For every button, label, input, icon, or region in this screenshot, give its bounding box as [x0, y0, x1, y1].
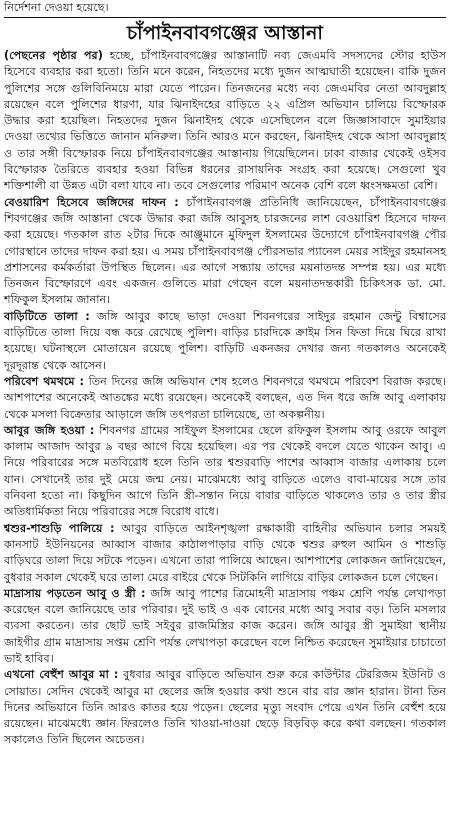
paragraph-body: তিন দিনের জঙ্গি অভিযান শেষ হলেও শিবনগরে থমথমে পরিবেশ বিরাজ করছে। আশপাশের অনেকেই আতঙ্কের মধ্যে রয়েছেন। অনেকেই বলছেন, এত দিন ধরে জঙ্গি আবু এলাকায় থেকে মসলা বিক্রেতার আড়ালে জঙ্গি তৎপরতা চালিয়েছে, তা অকল্পনীয়।: [4, 374, 447, 421]
article-headline: চাঁপাইনবাবগঞ্জের আস্তানা: [126, 22, 324, 44]
subhead-inlaws: শ্বশুর-শাশুড়ি পালিয়ে :: [4, 521, 115, 535]
subhead-madrasa: মাদ্রাসায় পড়তেন আবু ও স্ত্রী :: [4, 586, 146, 600]
paragraph-body: চাঁপাইনবাবগঞ্জ প্রতিনিধি জানিয়েছেন, চাঁপাইনবাবগঞ্জের শিবগঞ্জের জঙ্গি আস্তানা থেকে উদ্ধার করা জঙ্গি আবুসহ চারজনের লাশ বেওয়ারিশ হিসেবে দাফন করা হয়েছে। গতকাল রাত ২টার দিকে আঞ্জুমানে মুফিদুল ইসলামের উদ্যোগে চাঁপাইনবাবগঞ্জ পৌর গোরস্থানে তাদের দাফন করা হয়। এ সময় চাঁপাইনবাবগঞ্জ পৌরসভার প্যানেল মেয়র সাইদুর রহমানসহ প্রশাসনের কর্মকর্তারা উপস্থিত ছিলেন। এর আগে সন্ধ্যায় তাদের ময়নাতদন্ত সম্পন্ন হয়। এর মধ্যে তিনজন বিস্ফোরণে এবং একজন গুলিতে মারা গেছেন বলে ময়নাতদন্তকারী চিকিৎসক ডা. মো. শফিকুল ইসলাম জানান।: [4, 195, 446, 307]
subhead-locked: বাড়িটিতে তালা :: [4, 309, 90, 323]
paragraph-burial: [4, 195, 446, 309]
paragraph-madrasa: [4, 586, 446, 667]
paragraph-calm: [4, 374, 446, 423]
paragraph-body: জঙ্গি আবু পাশের ত্রিমোহনী মাদ্রাসায় পঞ্চম শ্রেণি পর্যন্ত লেখাপড়া করেছেন বলে জানিয়েছে তার পরিবার। দুই ভাই ও এক বোনের মধ্যে আবু সবার বড়। তিনি মসলার ব্যবসা করতেন। তার ছোট ভাই সইবুর রাজমিস্ত্রির কাজ করেন। জঙ্গি আবুর স্ত্রী সুমাইয়া স্থানীয় জাইগীর গ্রাম মাদ্রাসায় সপ্তম শ্রেণি পর্যন্ত লেখাপড়া করেছেন বলে নিশ্চিত করেছেন সুমাইয়ার চাচাতো ভাই হাবিব।: [4, 586, 446, 665]
paragraph-body: বুধবার আবুর বাড়িতে অভিযান শুরু করে কাউন্টার টেররিজম ইউনিট ও সোয়াত। সেদিন থেকেই আবুর মা ছেলের জঙ্গি হওয়ার কথা শুনে বার বার জ্ঞান হারান। টানা তিন দিনের অভিযানে তিনি আরও কাতর হয়ে পড়েন। ছেলের মৃত্যু সংবাদ পেয়ে এখন তিনি বেহুঁশ হয়ে রয়েছেন। মাঝেমধ্যে জ্ঞান ফিরলেও তিনি খাওয়া-দাওয়া ছেড়ে বিড়বিড় করে কথা বলছেন। গতকাল সকালেও তিনি ছিলেন অচেতন।: [4, 668, 446, 747]
paragraph-mother: [4, 667, 446, 748]
subhead-mother: এখনো বেহুঁশ আবুর মা :: [4, 668, 119, 682]
paragraph-body: শিবনগর গ্রামের সাইফুল ইসলামের ছেলে রফিকুল ইসলাম আবু ওরফে আবুল কালাম আজাদ আবুর ৯ বছর আগে বিয়ে হয়েছিল। এর পর থেকেই বদলে যেতে থাকেন আবু। এ নিয়ে পরিবারের সঙ্গে মতবিরোধ হলে তিনি তার শ্বশুরবাড়ি পাশের আব্বাস বাজার এলাকায় চলে যান। সেখানেই তার দুই মেয়ে জন্ম নেয়। মাঝেমধ্যে আবু বাড়িতে এলেও বাবা-মায়ের সঙ্গে তার বনিবনা হতো না। কিছুদিন আগে তিনি স্ত্রী-সন্তান নিয়ে বাবার বাড়িতে থাকলেও তার ও তার স্ত্রীর অতিধার্মিকতা নিয়ে পরিবারের সঙ্গে বিরোধ বাধে।: [4, 423, 446, 519]
section-divider: [4, 17, 446, 18]
paragraph-body: জঙ্গি আবুর কাছে ভাড়া দেওয়া শিবনগরের সাইদুর রহমান জেন্টু বিশ্বাসের বাড়িটিতে তালা দিয়ে বন্ধ করে রেখেছে পুলিশ। বাড়ির চারদিকে ক্রাইম সিন ফিতা দিয়ে ঘিরে রাখা হয়েছে। ঘটনাস্থলে মোতায়েন রয়েছে পুলিশ। বাড়িটি একনজর দেখার জন্য গতকালও অনেকেই দূরদূরান্ত থেকে আসেন।: [4, 309, 446, 372]
subhead-calm: পরিবেশ থমথমে :: [4, 374, 85, 388]
continuation-marker: (পেছনের পৃষ্ঠার পর): [4, 49, 103, 62]
paragraph-locked: [4, 309, 446, 374]
subhead-how: আবুর জঙ্গি হওয়া :: [4, 423, 95, 437]
paragraph-body: আবুর বাড়িতে আইনশৃঙ্খলা রক্ষাকারী বাহিনীর অভিযান চলার সময়ই কানসাট ইউনিয়নের আব্বাস বাজার কাঠালপাড়ার বাড়ি থেকে শ্বশুর রুহুল আমিন ও শাশুড়ি বাড়িঘরে তালা দিয়ে সটকে পড়েন। এখনো তারা পালিয়ে আছেন। আশপাশের লোকজন জানিয়েছেন, বুধবার সকাল থেকেই ঘরে তালা মেরে বাইরে থেকে সিটকিনি লাগিয়ে বাড়ির লোকজন চলে গেছেন।: [4, 521, 446, 584]
carryover-line: নির্দেশনা দেওয়া হয়েছে।: [4, 1, 109, 14]
paragraph-inlaws: [4, 521, 446, 586]
paragraph-intro: [4, 48, 446, 195]
subhead-burial: বেওয়ারিশ হিসেবে জঙ্গিদের দাফন :: [4, 195, 179, 209]
paragraph-body: হচ্ছে, চাঁপাইনবাবগঞ্জের আস্তানাটি নব্য জেএমবি সদস্যদের স্টোর হাউস হিসেবে ব্যবহার করা হতো। তিনি মনে করেন, নিহতদের মধ্যে দুজন আত্মঘাতী হয়েছেন। বাকি দুজন পুলিশের সঙ্গে গুলিবিনিময়ে মারা যেতে পারেন। তিনজনের মধ্যে নব্য জেএমবির নেতা আবদুল্লাহ রয়েছেন বলে পুলিশের ধারণা, যার ঝিনাইদহের বাড়িতে ২২ এপ্রিল অভিযান চালিয়ে বিস্ফোরক উদ্ধার করা হয়েছিল। নিহতদের দুজন ঝিনাইদহ থেকে এসেছিলেন বলে জিজ্ঞাসাবাদে সুমাইয়ার দেওয়া তথ্যের ভিত্তিতে জানান মনিরুল। তিনি আরও মনে করছেন, ঝিনাইদহ থেকে আসা আবদুল্লাহ ও তার সঙ্গী বিস্ফোরক নিয়ে চাঁপাইনবাবগঞ্জের আস্তানায় গিয়েছিলেন। ঢাকা বাজার থেকেই ওইসব বিস্ফোরক তৈরিতে ব্যবহার হওয়া বিভিন্ন ধরনের রাসায়নিক সংগ্রহ করা হয়েছে। সেগুলো খুব শক্তিশালী বা উন্নত এটা বলা যাবে না। তবে সেগুলোর পরিমাণ অনেক বেশি বলে ধ্বংসক্ষমতা বেশি।: [4, 49, 446, 193]
paragraph-how: [4, 423, 446, 521]
